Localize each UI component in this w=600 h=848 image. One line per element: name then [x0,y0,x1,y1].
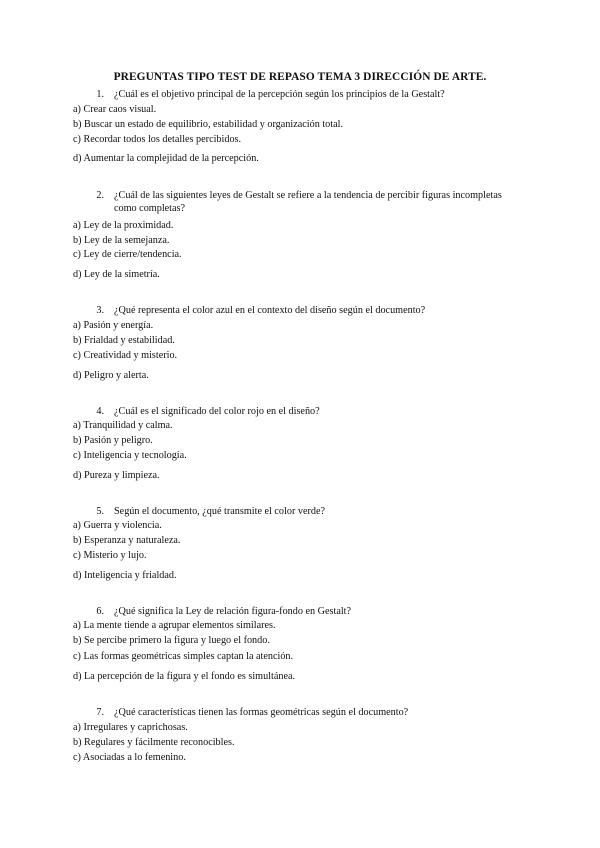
question-number: 3. [96,305,104,316]
question-text: ¿Qué significa la Ley de relación figura-fondo en Gestalt? [114,606,352,617]
question-text: ¿Qué características tienen las formas geométricas según el documento? [114,707,409,718]
option-4a: a) Tranquilidad y calma. [73,420,173,431]
option-3a: a) Pasión y energía. [73,320,154,331]
option-2c: c) Ley de cierre/tendencia. [73,249,182,260]
option-2a: a) Ley de la proximidad. [73,220,174,231]
option-5c: c) Misterio y lujo. [73,550,147,561]
question-number: 6. [96,606,104,617]
question-number: 7. [96,707,104,718]
option-2d: d) Ley de la simetría. [73,269,160,280]
question-number: 2. [96,190,104,201]
question-number: 1. [96,89,104,100]
question-text: Según el documento, ¿qué transmite el color verde? [114,506,326,517]
option-6b: b) Se percibe primero la figura y luego el fondo. [73,635,270,646]
option-2b: b) Ley de la semejanza. [73,235,170,246]
option-3c: c) Creatividad y misterio. [73,350,178,361]
option-7a: a) Irregulares y caprichosas. [73,722,188,733]
option-4b: b) Pasión y peligro. [73,435,153,446]
option-3b: b) Frialdad y estabilidad. [73,335,175,346]
option-1b: b) Buscar un estado de equilibrio, estabilidad y organización total. [73,119,343,130]
question-text: ¿Cuál es el objetivo principal de la percepción según los principios de la Gestalt? [114,89,445,100]
option-1d: d) Aumentar la complejidad de la percepción. [73,153,259,164]
option-5d: d) Inteligencia y frialdad. [73,570,177,581]
question-number: 4. [96,406,104,417]
question-text: ¿Cuál de las siguientes leyes de Gestalt se refiere a la tendencia de percibir figuras incompletas como completas? [114,190,502,214]
option-7b: b) Regulares y fácilmente reconocibles. [73,737,235,748]
option-1c: c) Recordar todos los detalles percibidos. [73,134,242,145]
option-1a: a) Crear caos visual. [73,104,157,115]
question-text: ¿Qué representa el color azul en el contexto del diseño según el documento? [114,305,426,316]
option-6c: c) Las formas geométricas simples captan la atención. [73,651,294,662]
option-6a: a) La mente tiende a agrupar elementos similares. [73,620,276,631]
option-3d: d) Peligro y alerta. [73,370,149,381]
option-4c: c) Inteligencia y tecnología. [73,450,187,461]
option-7c: c) Asociadas a lo femenino. [73,752,186,763]
option-5a: a) Guerra y violencia. [73,520,162,531]
question-number: 5. [96,506,104,517]
option-6d: d) La percepción de la figura y el fondo es simultánea. [73,671,296,682]
document-title: PREGUNTAS TIPO TEST DE REPASO TEMA 3 DIRECCIÓN DE ARTE. [113,71,487,83]
question-text: ¿Cuál es el significado del color rojo en el diseño? [114,406,320,417]
option-4d: d) Pureza y limpieza. [73,470,160,481]
option-5b: b) Esperanza y naturaleza. [73,535,181,546]
